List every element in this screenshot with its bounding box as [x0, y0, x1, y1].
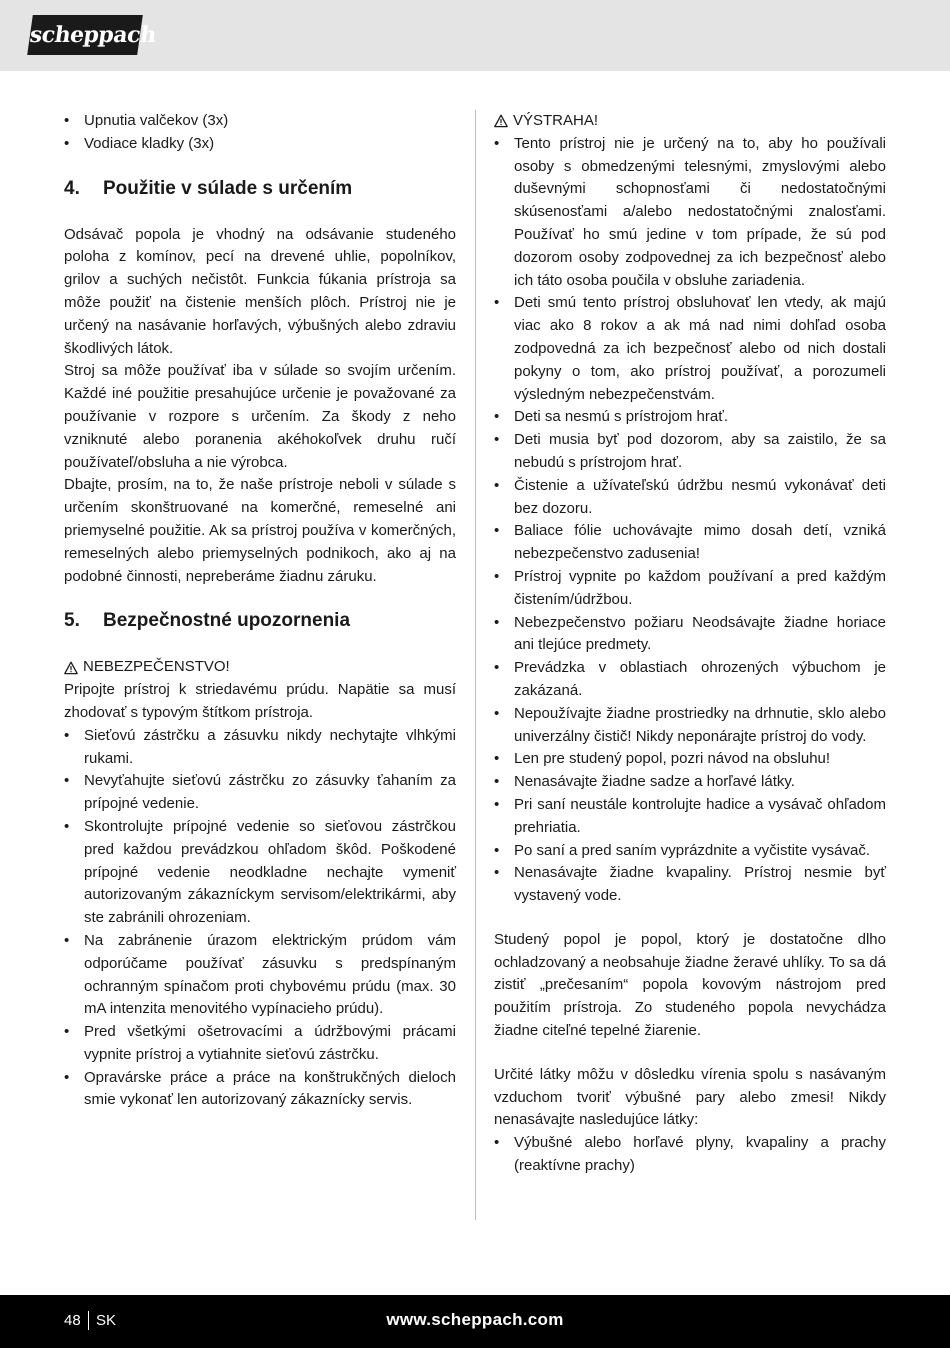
paragraph: Pripojte prístroj k striedavému prúdu. Napätie sa musí zhodovať s typovým štítkom prístroja.: [64, 681, 456, 721]
list-item: • Len pre studený popol, pozri návod na obsluhu!: [494, 748, 886, 771]
left-column: [64, 110, 456, 1112]
section-4-heading: [64, 177, 456, 201]
page-number: 48: [64, 1312, 81, 1329]
list-item: • Vodiace kladky (3x): [64, 133, 456, 156]
list-item: • Nepoužívajte žiadne prostriedky na drhnutie, sklo alebo univerzálny čistič! Nikdy neponárajte prístroj do vody.: [494, 703, 886, 749]
warning-triangle-icon: [64, 661, 78, 675]
right-column: [494, 110, 886, 1178]
section-5-heading: [64, 609, 456, 633]
warning-triangle-icon: [494, 114, 508, 128]
list-item: • Na zabránenie úrazom elektrickým prúdom vám odporúčame používať zásuvku s predspínaným ochranným spínačom proti chybovému prúdu (max. 30 mA intenzita menovitého vypínacieho prúdu).: [64, 930, 456, 1021]
danger-label: [64, 656, 456, 679]
list-item: • Deti sa nesmú s prístrojom hrať.: [494, 406, 886, 429]
list-item: • Deti musia byť pod dozorom, aby sa zaistilo, že sa nebudú s prístrojom hrať.: [494, 429, 886, 475]
list-item: • Nevyťahujte sieťovú zástrčku zo zásuvky ťahaním za prípojné vedenie.: [64, 770, 456, 816]
website-link[interactable]: www.scheppach.com: [386, 1310, 564, 1329]
page-header: [0, 0, 950, 71]
safety-list: [64, 725, 456, 1113]
language-code: SK: [96, 1312, 117, 1329]
warning-label: [494, 110, 886, 133]
column-divider: [475, 110, 476, 1220]
section-title: Bezpečnostné upozornenia: [103, 610, 351, 632]
list-item: • Baliace fólie uchovávajte mimo dosah detí, vzniká nebezpečenstvo zadusenia!: [494, 520, 886, 566]
list-item: • Prístroj vypnite po každom používaní a pred každým čistením/údržbou.: [494, 566, 886, 612]
list-item: • Výbušné alebo horľavé plyny, kvapaliny a prachy (reaktívne prachy): [494, 1132, 886, 1178]
section-title: Použitie v súlade s určením: [103, 177, 353, 199]
list-item: • Nenasávajte žiadne kvapaliny. Prístroj nesmie byť vystavený vode.: [494, 862, 886, 908]
danger-text: NEBEZPEČENSTVO!: [83, 658, 230, 676]
list-item: • Pred všetkými ošetrovacími a údržbovými prácami vypnite prístroj a vytiahnite sieťovú zástrčku.: [64, 1021, 456, 1067]
parts-list: [64, 110, 456, 156]
list-item: • Prevádzka v oblastiach ohrozených výbuchom je zakázaná.: [494, 657, 886, 703]
substances-list: [494, 1132, 886, 1178]
paragraph: Dbajte, prosím, na to, že naše prístroje neboli v súlade s určením skonštruované na komerčné, remeselné ani priemyselné použitie. Ak sa prístroj používa v komerčných, remeselných alebo priemyselných podnikoch, ako aj na podobné činnosti, nepreberáme žiadnu záruku.: [64, 476, 456, 585]
page-footer: [0, 1295, 950, 1348]
list-item: • Upnutia valčekov (3x): [64, 110, 456, 133]
paragraph: Stroj sa môže používať iba v súlade so svojím určením. Každé iné použitie presahujúce určenie je považované za používanie v rozpore s určením. Za škody z neho vzniknuté alebo poranenia akéhokoľvek druhu ručí používateľ/obsluha a nie výrobca.: [64, 362, 456, 471]
list-item: • Opravárske práce a práce na konštrukčných dieloch smie vykonať len autorizovaný zákaznícky servis.: [64, 1067, 456, 1113]
list-item: • Skontrolujte prípojné vedenie so sieťovou zástrčkou pred každou prevádzkou ohľadom škôd. Poškodené prípojné vedenie neodkladne nechajte vymeniť autorizovaným zákazníckym servisom/elektrikármi, aby ste zabránili ohrozeniam.: [64, 816, 456, 930]
list-item: • Pri saní neustále kontrolujte hadice a vysávač ohľadom prehriatia.: [494, 794, 886, 840]
section-number: 4.: [64, 177, 80, 199]
warning-text: VÝSTRAHA!: [513, 112, 599, 129]
scheppach-logo: scheppach: [27, 15, 143, 55]
list-item: • Po saní a pred saním vyprázdnite a vyčistite vysávač.: [494, 840, 886, 863]
warning-list: [494, 133, 886, 908]
list-item: • Nenasávajte žiadne sadze a horľavé látky.: [494, 771, 886, 794]
list-item: • Čistenie a užívateľskú údržbu nesmú vykonávať deti bez dozoru.: [494, 475, 886, 521]
paragraph: Studený popol je popol, ktorý je dostatočne dlho ochladzovaný a neobsahuje žiadne žeravé uhlíky. To sa dá zistiť „prečesaním“ popola kovovým nástrojom pred použitím prístroja. Zo studeného popola nevychádza žiadne citeľné tepelné žiarenie.: [494, 930, 886, 1040]
section-number: 5.: [64, 610, 80, 632]
list-item: • Tento prístroj nie je určený na to, aby ho používali osoby s obmedzenými telesnými, zmyslovými alebo duševnými schopnosťami či nedostatočnými skúsenosťami a/alebo nedostatočnými znalosťami. Používať ho smú jedine v tom prípade, že sú pod dozorom osoby zodpovednej za ich bezpečnosť alebo ich táto osoba poučila v obsluhe zariadenia.: [494, 133, 886, 293]
paragraph: Určité látky môžu v dôsledku vírenia spolu s nasávaným vzduchom tvoriť výbušné pary alebo zmesi! Nikdy nenasávajte nasledujúce látky:: [494, 1065, 886, 1129]
paragraph: Odsávač popola je vhodný na odsávanie studeného poloha z komínov, pecí na drevené uhlie, popolníkov, grilov a suchých nečistôt. Funkcia fúkania prístroja sa môže použiť na čistenie menších plôch. Prístroj nie je určený na nasávanie horľavých, výbušných alebo zdraviu škodlivých látok.: [64, 225, 456, 357]
list-item: • Deti smú tento prístroj obsluhovať len vtedy, ak majú viac ako 8 rokov a ak má nad nimi dohľad osoba zodpovedná za ich bezpečnosť alebo od nich dostali pokyny o tom, ako prístroj používať, a porozumeli výsledným nebezpečenstvám.: [494, 292, 886, 406]
list-item: • Nebezpečenstvo požiaru Neodsávajte žiadne horiace ani tlejúce predmety.: [494, 612, 886, 658]
list-item: • Sieťovú zástrčku a zásuvku nikdy nechytajte vlhkými rukami.: [64, 725, 456, 771]
